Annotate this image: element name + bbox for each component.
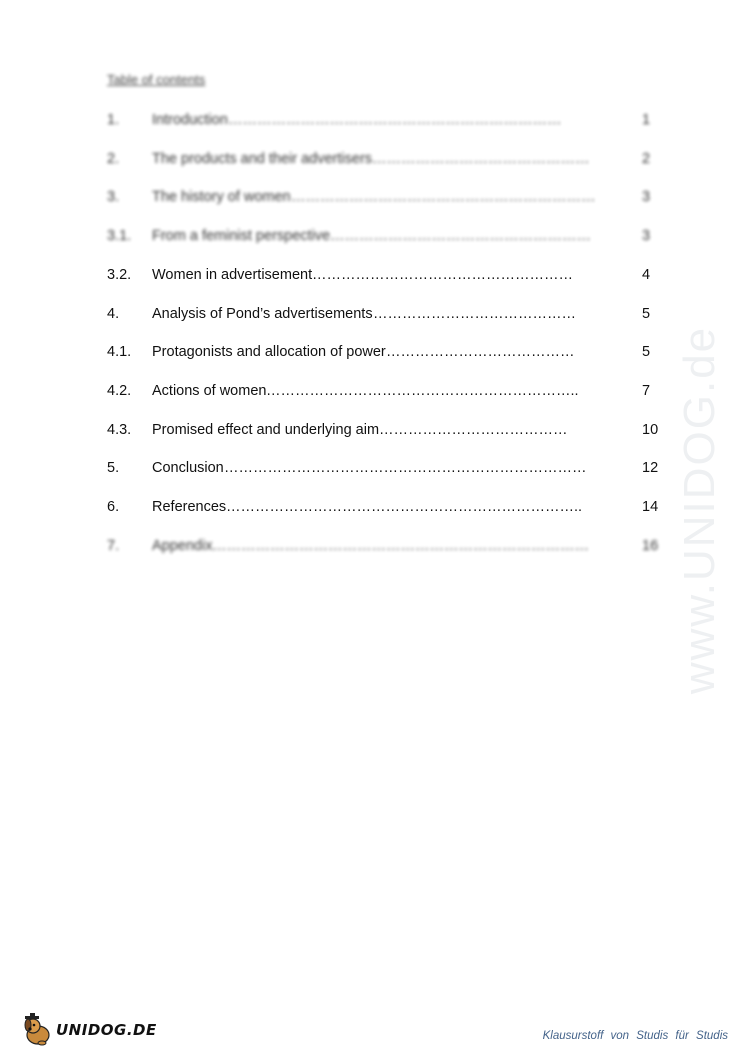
toc-entry-leader-dots: ……………………………………………………… [291, 189, 596, 206]
toc-entry [107, 226, 667, 246]
toc-entry-number: 2. [107, 150, 120, 167]
toc-entry-number: 1. [107, 112, 120, 128]
toc-entry-title: Introduction [152, 112, 228, 128]
toc-entry-number: 3.1. [107, 228, 132, 245]
toc-entry [107, 458, 667, 478]
toc-entry-number: 3. [107, 189, 120, 206]
toc-entry-leader-dots: ……………………………………………… [330, 228, 591, 245]
toc-entry-page-number: 7 [642, 382, 651, 399]
toc-entry-title: The history of women [152, 189, 291, 206]
toc-entry-page-number: 5 [642, 305, 651, 322]
toc-entry-title: Analysis of Pond’s advertisements [152, 305, 373, 322]
toc-entry-page-number: 4 [642, 266, 651, 283]
toc-title: Table of contents [107, 72, 206, 87]
toc-entry-number: 3.2. [107, 266, 132, 283]
toc-entry [107, 265, 667, 285]
toc-entry [107, 149, 667, 169]
toc-entry-number: 4.1. [107, 344, 132, 361]
toc-entry-title: The products and their advertisers [152, 150, 373, 167]
toc-entry-page-number: 1 [642, 112, 651, 128]
toc-entry-number: 7. [107, 537, 120, 554]
toc-entry-title: Protagonists and allocation of power [152, 344, 386, 361]
toc-entry-page-number: 3 [642, 189, 651, 206]
toc-entry-page-number: 12 [642, 460, 659, 477]
toc-entry [107, 304, 667, 324]
toc-entry [107, 497, 667, 517]
toc-entry-page-number: 5 [642, 344, 651, 361]
toc-entry-page-number: 10 [642, 421, 659, 438]
toc-entry-title: Actions of women [152, 382, 267, 399]
toc-entry [107, 187, 667, 207]
toc-entry-title: References [152, 499, 227, 515]
toc-entry [107, 342, 667, 362]
toc-entry-number: 4.3. [107, 421, 132, 438]
toc-entry-title: Appendix [152, 537, 213, 554]
footer-tagline: Klausurstoff von Studis für Studis [542, 1030, 728, 1042]
watermark: www.UNIDOG.de [675, 325, 724, 695]
toc-entry-leader-dots: ………………………………… [386, 344, 575, 361]
toc-entry [107, 110, 667, 130]
toc-entry-page-number: 2 [642, 150, 651, 167]
unidog-logo [22, 1012, 157, 1048]
toc-entry-leader-dots: ………………………………… [379, 421, 568, 438]
toc-entry-title: From a feminist perspective [152, 228, 331, 245]
toc-entry-leader-dots: ……………………………………… [372, 150, 590, 167]
dog-icon [22, 1013, 52, 1047]
toc-entry-leader-dots: …………………………………………………………………… [212, 537, 589, 554]
toc-entry-leader-dots: ……………………………………………… [312, 266, 573, 283]
toc-entry [107, 420, 667, 440]
toc-entry [107, 536, 667, 556]
toc-entry-number: 4.2. [107, 382, 132, 399]
toc-entry-leader-dots: …………………………………………………………… [228, 112, 562, 128]
toc-entry-page-number: 3 [642, 228, 651, 245]
toc-entry-leader-dots: ……………………………………………………………….. [226, 499, 583, 515]
toc-entry-leader-dots: …………………………………… [373, 305, 576, 322]
toc-entry-leader-dots: ……………………………………………………….. [266, 382, 579, 399]
toc-entry-page-number: 14 [642, 499, 659, 515]
toc-entry-page-number: 16 [642, 537, 659, 554]
toc-entry-title: Conclusion [152, 460, 224, 477]
toc-entry [107, 381, 667, 401]
toc-entry-title: Women in advertisement [152, 266, 313, 283]
toc-entry-leader-dots: ………………………………………………………………… [224, 460, 587, 477]
logo-text: UNIDOG.DE [56, 1021, 157, 1039]
toc-entry-title: Promised effect and underlying aim [152, 421, 380, 438]
toc-entry-number: 5. [107, 460, 120, 477]
toc-entry-number: 4. [107, 305, 120, 322]
toc-entry-number: 6. [107, 499, 120, 515]
